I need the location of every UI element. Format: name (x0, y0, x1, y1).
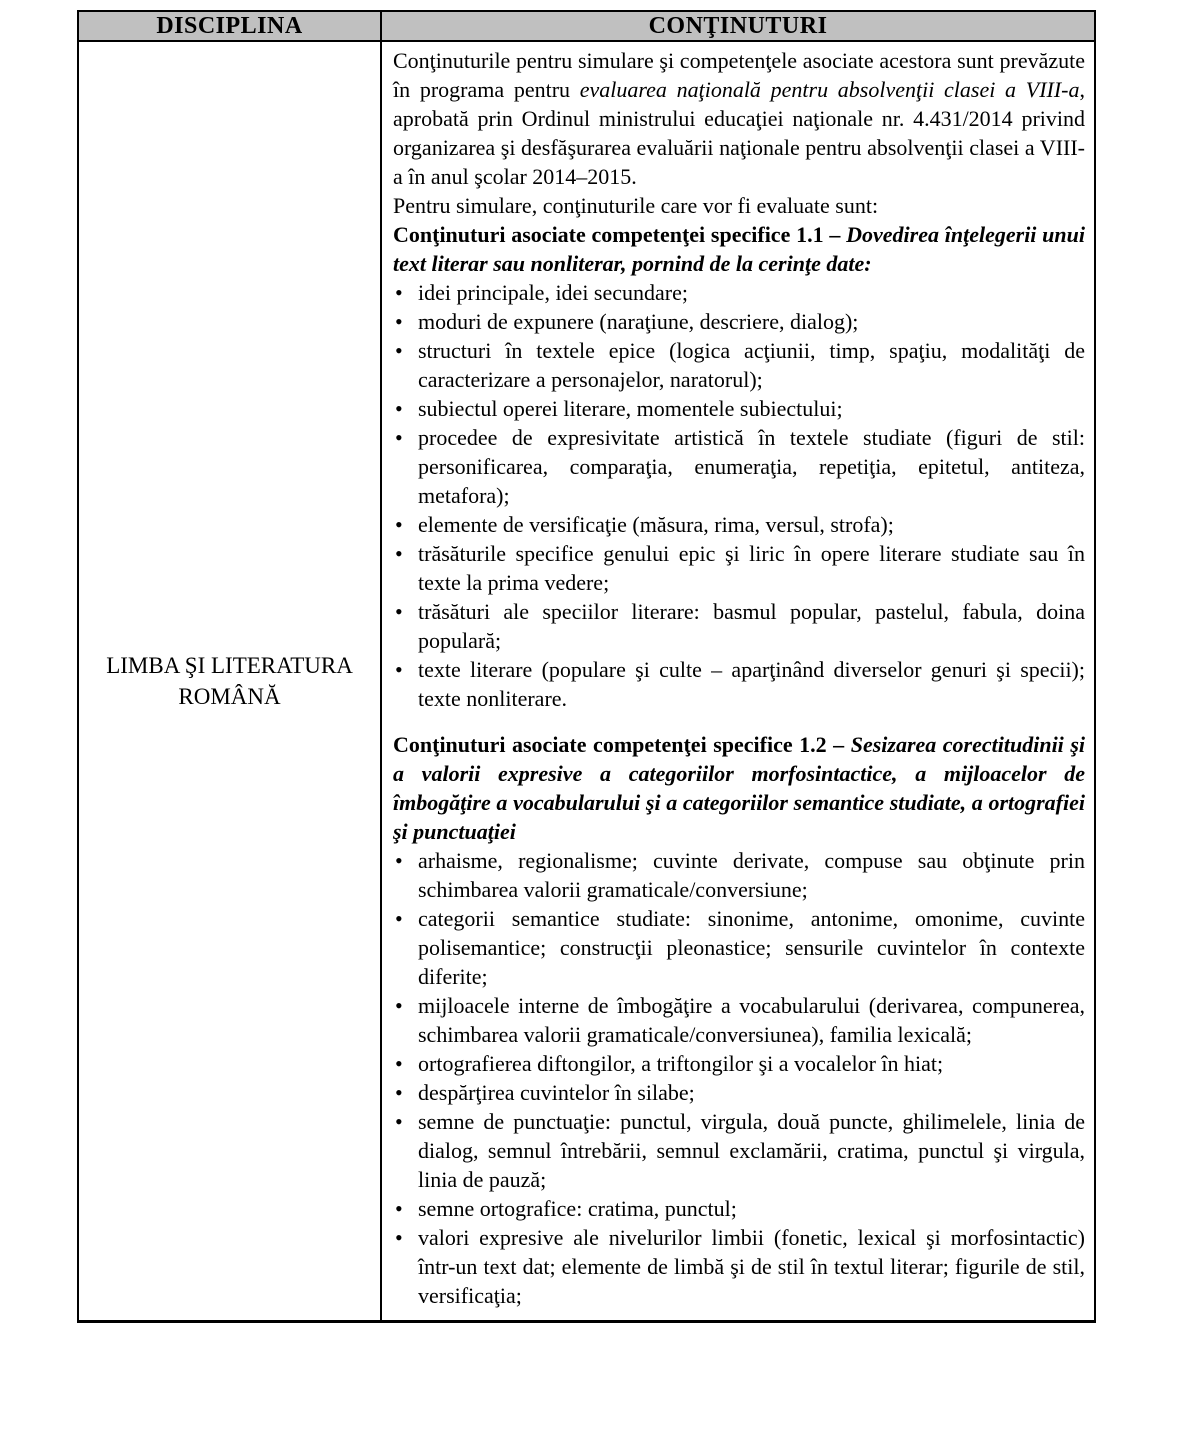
section-heading-1-1-bold: Conţinuturi asociate competenţei specifice 1.1 – (393, 222, 847, 247)
bullet-item: • arhaisme, regionalisme; cuvinte derivate, compuse sau obţinute prin schimbarea valorii gramaticale/conversiune; (393, 846, 1085, 904)
section-heading-1-2-italic: Sesizarea corectitudinii şi a valorii expresive a categoriilor morfosintactice, a mijloacelor de îmbogăţire a vocabularului şi a categoriilor semantice studiate, a ortografiei şi punctuaţiei (393, 732, 1085, 844)
simulation-note: Pentru simulare, conţinuturile care vor fi evaluate sunt: (393, 193, 879, 218)
bullet-item: • ortografierea diftongilor, a triftongilor şi a vocalelor în hiat; (393, 1049, 1085, 1078)
bullet-list-1-2 (393, 846, 1085, 1310)
bullet-item: • semne de punctuaţie: punctul, virgula, două puncte, ghilimelele, linia de dialog, semnul întrebării, semnul exclamării, cratima, punctul şi virgula, linia de pauză; (393, 1107, 1085, 1194)
bullet-item: • structuri în textele epice (logica acţiunii, timp, spaţiu, modalităţi de caracterizare a personajelor, naratorul); (393, 336, 1085, 394)
bullet-item: • moduri de expunere (naraţiune, descriere, dialog); (393, 307, 1085, 336)
column-header-disciplina: DISCIPLINA (79, 12, 382, 40)
section-heading-1-1-italic: Dovedirea înţelegerii unui text literar sau nonliterar, pornind de la cerinţe date: (393, 222, 1086, 276)
bullet-item: • elemente de versificaţie (măsura, rima, versul, strofa); (393, 510, 1085, 539)
bullet-item: • idei principale, idei secundare; (393, 278, 1085, 307)
intro-text-2: , aprobată prin Ordinul ministrului educaţiei naţionale nr. 4.431/2014 privind organizarea şi desfăşurarea evaluării naţionale pentru absolvenţii clasei a VIII-a în anul şcolar 2014–2015. (393, 77, 1085, 189)
intro-text-1: Conţinuturile pentru simulare şi competenţele asociate acestora sunt prevăzute în programa pentru (393, 48, 1085, 102)
bullet-item: • valori expresive ale nivelurilor limbii (fonetic, lexical şi morfosintactic) într-un text dat; elemente de limbă şi de stil în textul literar; figurile de stil, versificaţia; (393, 1223, 1085, 1310)
curriculum-table (77, 10, 1096, 1323)
bullet-item: • despărţirea cuvintelor în silabe; (393, 1078, 1085, 1107)
bullet-item: • semne ortografice: cratima, punctul; (393, 1194, 1085, 1223)
bullet-item: • subiectul operei literare, momentele subiectului; (393, 394, 1085, 423)
bullet-item: • trăsături ale speciilor literare: basmul popular, pastelul, fabula, doina populară; (393, 597, 1085, 655)
intro-italic-program-title: evaluarea naţională pentru absolvenţii clasei a VIII-a (579, 77, 1080, 102)
bullet-item: • mijloacele interne de îmbogăţire a vocabularului (derivarea, compunerea, schimbarea valorii gramaticale/conversiunea), familia lexicală; (393, 991, 1085, 1049)
bullet-list-1-1 (393, 278, 1085, 713)
column-header-continuturi: CONŢINUTURI (648, 12, 828, 39)
discipline-name: LIMBA ŞI LITERATURA ROMÂNĂ (79, 42, 382, 1320)
section-heading-1-2-bold: Conţinuturi asociate competenţei specifice 1.2 – (393, 732, 851, 757)
table-row (79, 42, 1094, 1320)
bullet-item: • trăsăturile specifice genului epic şi liric în opere literare studiate sau în texte la prima vedere; (393, 539, 1085, 597)
bullet-item: • categorii semantice studiate: sinonime, antonime, omonime, cuvinte polisemantice; construcţii pleonastice; sensurile cuvintelor în contexte diferite; (393, 904, 1085, 991)
bullet-item: • procedee de expresivitate artistică în textele studiate (figuri de stil: personificarea, comparaţia, enumeraţia, repetiţia, epitetul, antiteza, metafora); (393, 423, 1085, 510)
bullet-item: • texte literare (populare şi culte – aparţinând diverselor genuri şi specii); texte nonliterare. (393, 655, 1085, 713)
intro-paragraph (393, 46, 1085, 191)
table-header-row (79, 12, 1094, 42)
contents-cell (382, 42, 1094, 1320)
section-heading-1-2 (393, 730, 1085, 846)
section-heading-1-1 (393, 220, 1085, 278)
